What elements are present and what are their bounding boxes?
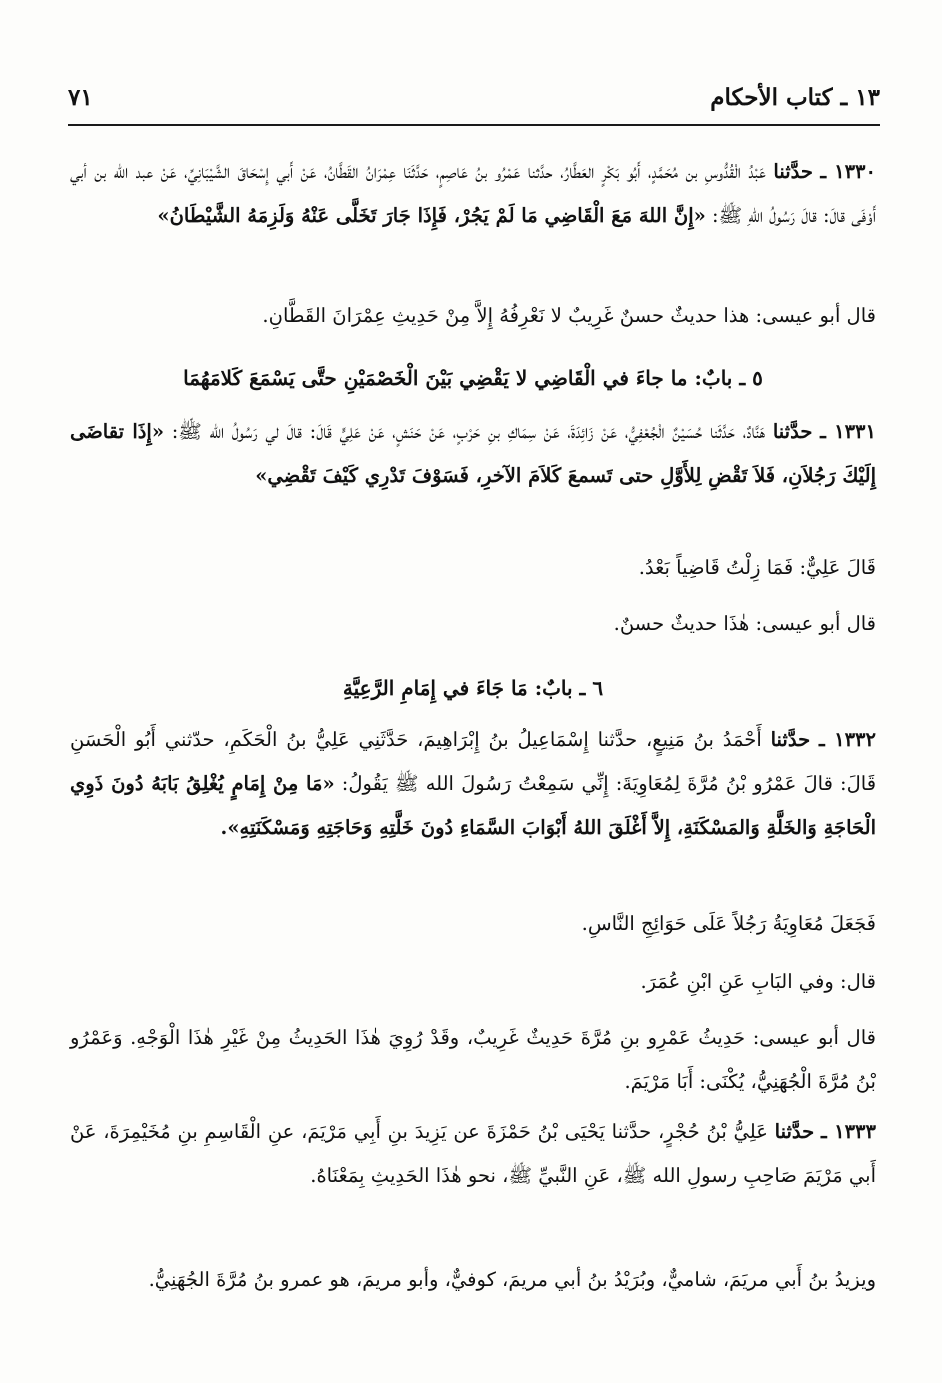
hadith-matn: «مَا مِنْ إِمَامٍ يُغْلِقُ بَابَهُ دُونَ ذَوِي الْحَاجَةِ وَالخَلَّةِ وَالمَسْكَنَةِ، إِلاَّ أَغْلَقَ اللهُ أَبْوَابَ السَّمَاءِ دُونَ خَلَّتِهِ وَحَاجَتِهِ وَمَسْكَنَتِهِ».	[70, 772, 876, 839]
hadith-keyword: حدَّثنا	[772, 420, 813, 443]
hadith-number: ١٣٣٢ ـ	[818, 728, 876, 751]
comment-1332-muawiya: فَجَعَلَ مُعَاوِيَةُ رَجُلاً عَلَى حَوَائِجِ النَّاسِ.	[581, 912, 876, 935]
hadith-keyword: حدَّثنا	[773, 160, 813, 183]
hadith-isnad: هَنَّادٌ، حَدَّثَنا حُسَيْنٌ الْجُعْفِيُّ، عَنْ زَائِدَةَ، عَنْ سِمَاكِ بنِ حَرْبٍ، عَنْ حَنَشٍ، عَنْ عَلِيٍّ قَالَ: قالَ لي رَسُولُ الله ﷺ:	[171, 420, 766, 443]
chapter-title: ١٣ ـ كتاب الأحكام	[710, 84, 880, 111]
hadith-1331	[70, 410, 876, 498]
hadith-number: ١٣٣٠ ـ	[820, 160, 876, 183]
comment-1332-abu-isa: قال أبو عيسى: حَدِيثُ عَمْرِو بنِ مُرَّةَ حَدِيثٌ غَرِيبٌ، وقَدْ رُوِيَ هٰذَا الحَدِيثُ مِنْ غَيْرِ هٰذَا الْوَجْهِ. وَعَمْرُو بْنُ مُرَّةَ الْجُهَنِيُّ، يُكْنَى: أَبَا مَرْيَمَ.	[70, 1026, 876, 1093]
hadith-number: ١٣٣٣ ـ	[821, 1120, 877, 1143]
running-header	[68, 84, 880, 126]
hadith-matn: «إِذَا تقاضَى إِلَيْكَ رَجُلاَنِ، فَلاَ تَقْضِ لِلأَوَّلِ حتى تَسمعَ كَلاَمَ الآخرِ، فَسَوْفَ تَدْرِي كَيْفَ تَقْضِي»	[70, 420, 876, 487]
chapter-heading-6: ٦ ـ بابٌ: مَا جَاءَ في إِمَامِ الرَّعِيَّةِ	[342, 676, 604, 700]
chapter-heading-5: ٥ ـ بابٌ: ما جاءَ في الْقَاضِي لا يَقْضِي بَيْنَ الْخَصْمَيْنِ حتَّى يَسْمَعَ كَلامَهُمَا	[183, 366, 763, 390]
comment-1331-abu-isa: قال أبو عيسى: هٰذَا حديثٌ حسنٌ.	[613, 612, 876, 635]
comment-1331-ali: قَالَ عَلِيٌّ: فَمَا زِلْتُ قَاضِياً بَعْدُ.	[638, 556, 876, 579]
hadith-matn: «إِنَّ اللهَ مَعَ الْقَاضِي مَا لَمْ يَجُرْ، فَإِذَا جَارَ تَخَلَّى عَنْهُ وَلَزِمَهُ الشَّيْطَانُ»	[157, 204, 706, 227]
comment-1332-bab: قال: وفي البَابِ عَنِ ابْنِ عُمَرَ.	[640, 970, 876, 993]
comment-1333: ويزيدُ بنُ أَبي مريَمَ، شاميٌّ، وبُرَيْدُ بنُ أبي مريمَ، كوفيٌّ، وأبو مريمَ، هو عمرو بنُ مُرَّةَ الجُهَنِيُّ.	[148, 1268, 876, 1291]
hadith-isnad: أَحْمَدُ بنُ مَنِيعٍ، حدَّثنا إِسْمَاعِيلُ بنُ إِبْرَاهِيمَ، حَدَّثَنِي عَلِيُّ بنُ الْحَكَمِ، حدّثني أَبُو الْحَسَنِ قَالَ: قالَ عَمْرُو بْنُ مُرَّةَ لِمُعَاوِيَةَ: إِنِّي سَمِعْتُ رَسُولَ الله ﷺ يَقُولُ:	[70, 728, 877, 795]
hadith-1330	[70, 150, 876, 238]
hadith-keyword: حدَّثنا	[774, 1120, 815, 1143]
page-body	[70, 150, 876, 1353]
comment-1330: قال أبو عيسى: هذا حديثٌ حسنٌ غَرِيبٌ لا نَعْرِفُهُ إِلاَّ مِنْ حَدِيثِ عِمْرَانَ القَطَّانِ.	[262, 304, 876, 327]
hadith-keyword: حدَّثنا	[770, 728, 811, 751]
hadith-isnad: عَبْدُ الْقُدُّوسِ بن مُحَمَّدٍ، أَبُو بَكْرٍ العَطَّارُ، حدَّثنا عَمْرُو بنُ عَاصِمٍ، حَدَّثَنَا عِمْرَانُ القَطَّانُ، عَنْ أَبي إِسْحَاقَ الشَّيْبَانِيِّ، عَنْ عبد الله بن أبي أَوْفَى قالَ: قالَ رَسُولُ اللهِ ﷺ:	[70, 160, 876, 227]
hadith-1333	[70, 1110, 876, 1198]
hadith-number: ١٣٣١ ـ	[820, 420, 876, 443]
page-number: ٧١	[68, 84, 93, 111]
hadith-1332	[70, 718, 876, 850]
hadith-isnad: عَلِيُّ بْنُ حُجْرٍ، حدَّثنا يَحْيَى بْنُ حَمْزَةَ عن يَزِيدَ بنِ أَبِي مَرْيَمَ، عنِ الْقَاسِمِ بنِ مُخَيْمِرَةَ، عَنْ أَبي مَرْيَمَ صَاحِبِ رسولِ الله ﷺ، عَنِ النَّبيِّ ﷺ، نحو هٰذَا الحَدِيثِ بِمَعْنَاهُ.	[70, 1120, 876, 1187]
